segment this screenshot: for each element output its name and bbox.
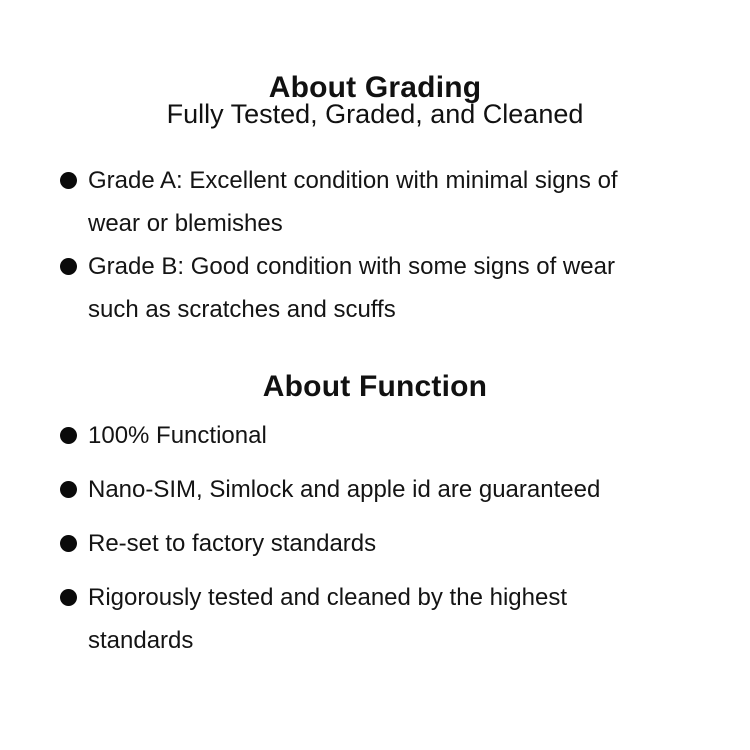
list-item (60, 159, 638, 245)
bullet-icon (60, 258, 88, 275)
list-item (60, 245, 638, 331)
list-item (60, 414, 638, 457)
bullet-icon (60, 535, 88, 552)
grading-section-title: About Grading (268, 71, 482, 105)
grading-section-subtitle: Fully Tested, Graded, and Cleaned (166, 99, 584, 129)
list-item (60, 522, 638, 565)
function-section-title: About Function (262, 370, 488, 404)
list-item (60, 576, 638, 662)
bullet-icon (60, 589, 88, 606)
list-item (60, 468, 638, 511)
grading-item-grade-a: Grade A: Excellent condition with minimal signs of wear or blemishes (88, 167, 618, 237)
grading-item-grade-b: Grade B: Good condition with some signs of wear such as scratches and scuffs (88, 253, 615, 323)
grading-bullet-list (60, 159, 638, 331)
function-item-sim: Nano-SIM, Simlock and apple id are guaranteed (88, 476, 601, 503)
bullet-icon (60, 427, 88, 444)
function-bullet-list (60, 414, 638, 673)
function-item-reset: Re-set to factory standards (88, 530, 377, 557)
bullet-icon (60, 172, 88, 189)
function-item-functional: 100% Functional (88, 422, 267, 449)
function-item-tested: Rigorously tested and cleaned by the highest standards (88, 584, 567, 654)
bullet-icon (60, 481, 88, 498)
